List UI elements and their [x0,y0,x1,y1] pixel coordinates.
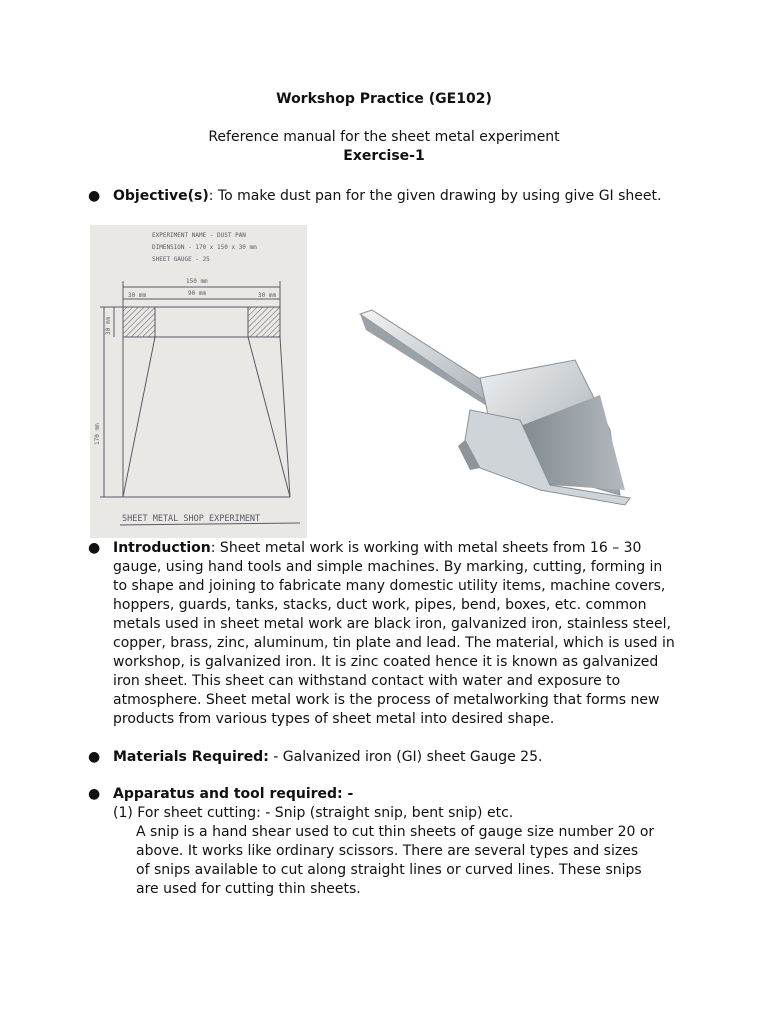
apparatus-section [88,785,688,899]
sketch-experiment-name: EXPERIMENT NAME - DUST PAN [152,232,246,239]
sketch-dimension: DIMENSION - 170 x 150 x 30 mm [152,244,257,251]
sketch-caption: SHEET METAL SHOP EXPERIMENT [122,514,261,524]
materials-label: Materials Required: [113,749,269,765]
dust-pan-sketch-image [90,225,307,538]
sketch-dim-height: 170 mm [94,423,101,445]
apparatus-item-1-description: A snip is a hand shear used to cut thin sheets of gauge size number 20 or above. It works like ordinary scissors. There are several types and sizes of snips available to cut along straight lines or curved lines. These snips are used for cutting thin sheets. [136,824,655,897]
sketch-gauge: SHEET GAUGE - 25 [152,256,210,263]
sketch-dim-left: 30 mm [128,292,147,299]
dust-pan-photo-image [320,300,650,520]
sketch-dim-inner: 90 mm [188,290,207,297]
exercise-heading: Exercise-1 [343,148,425,164]
introduction-label: Introduction [113,540,211,556]
bullet-icon: ● [88,188,101,204]
sketch-dim-right: 30 mm [258,292,277,299]
objective-section [88,187,688,206]
apparatus-item-1: (1) For sheet cutting: - Snip (straight snip, bent snip) etc. [113,805,514,821]
bullet-icon: ● [88,540,101,556]
materials-section [88,748,688,767]
sketch-dim-top: 150 mm [186,278,208,285]
sketch-dim-flap: 30 mm [105,316,112,335]
materials-text: - Galvanized iron (GI) sheet Gauge 25. [268,749,543,765]
document-subtitle: Reference manual for the sheet metal experiment [208,129,560,145]
document-title: Workshop Practice (GE102) [276,91,492,107]
apparatus-label: Apparatus and tool required: - [113,786,354,802]
objective-label: Objective(s) [113,188,209,204]
objective-text: : To make dust pan for the given drawing by using give GI sheet. [208,188,662,204]
bullet-icon: ● [88,749,101,765]
bullet-icon: ● [88,786,101,802]
introduction-section [88,539,688,729]
introduction-text: : Sheet metal work is working with metal sheets from 16 – 30 gauge, using hand tools and simple machines. By marking, cutting, forming in to shape and joining to fabricate many domestic utility items, machine covers, hoppers, guards, tanks, stacks, duct work, pipes, bend, boxes, etc. common metals used in sheet metal work are black iron, galvanized iron, stainless steel, copper, brass, zinc, aluminum, tin plate and lead. The material, which is used in workshop, is galvanized iron. It is zinc coated hence it is known as galvanized iron sheet. This sheet can withstand contact with water and exposure to atmosphere. Sheet metal work is the process of metalworking that forms new products from various types of sheet metal into desired shape. [113,540,675,727]
